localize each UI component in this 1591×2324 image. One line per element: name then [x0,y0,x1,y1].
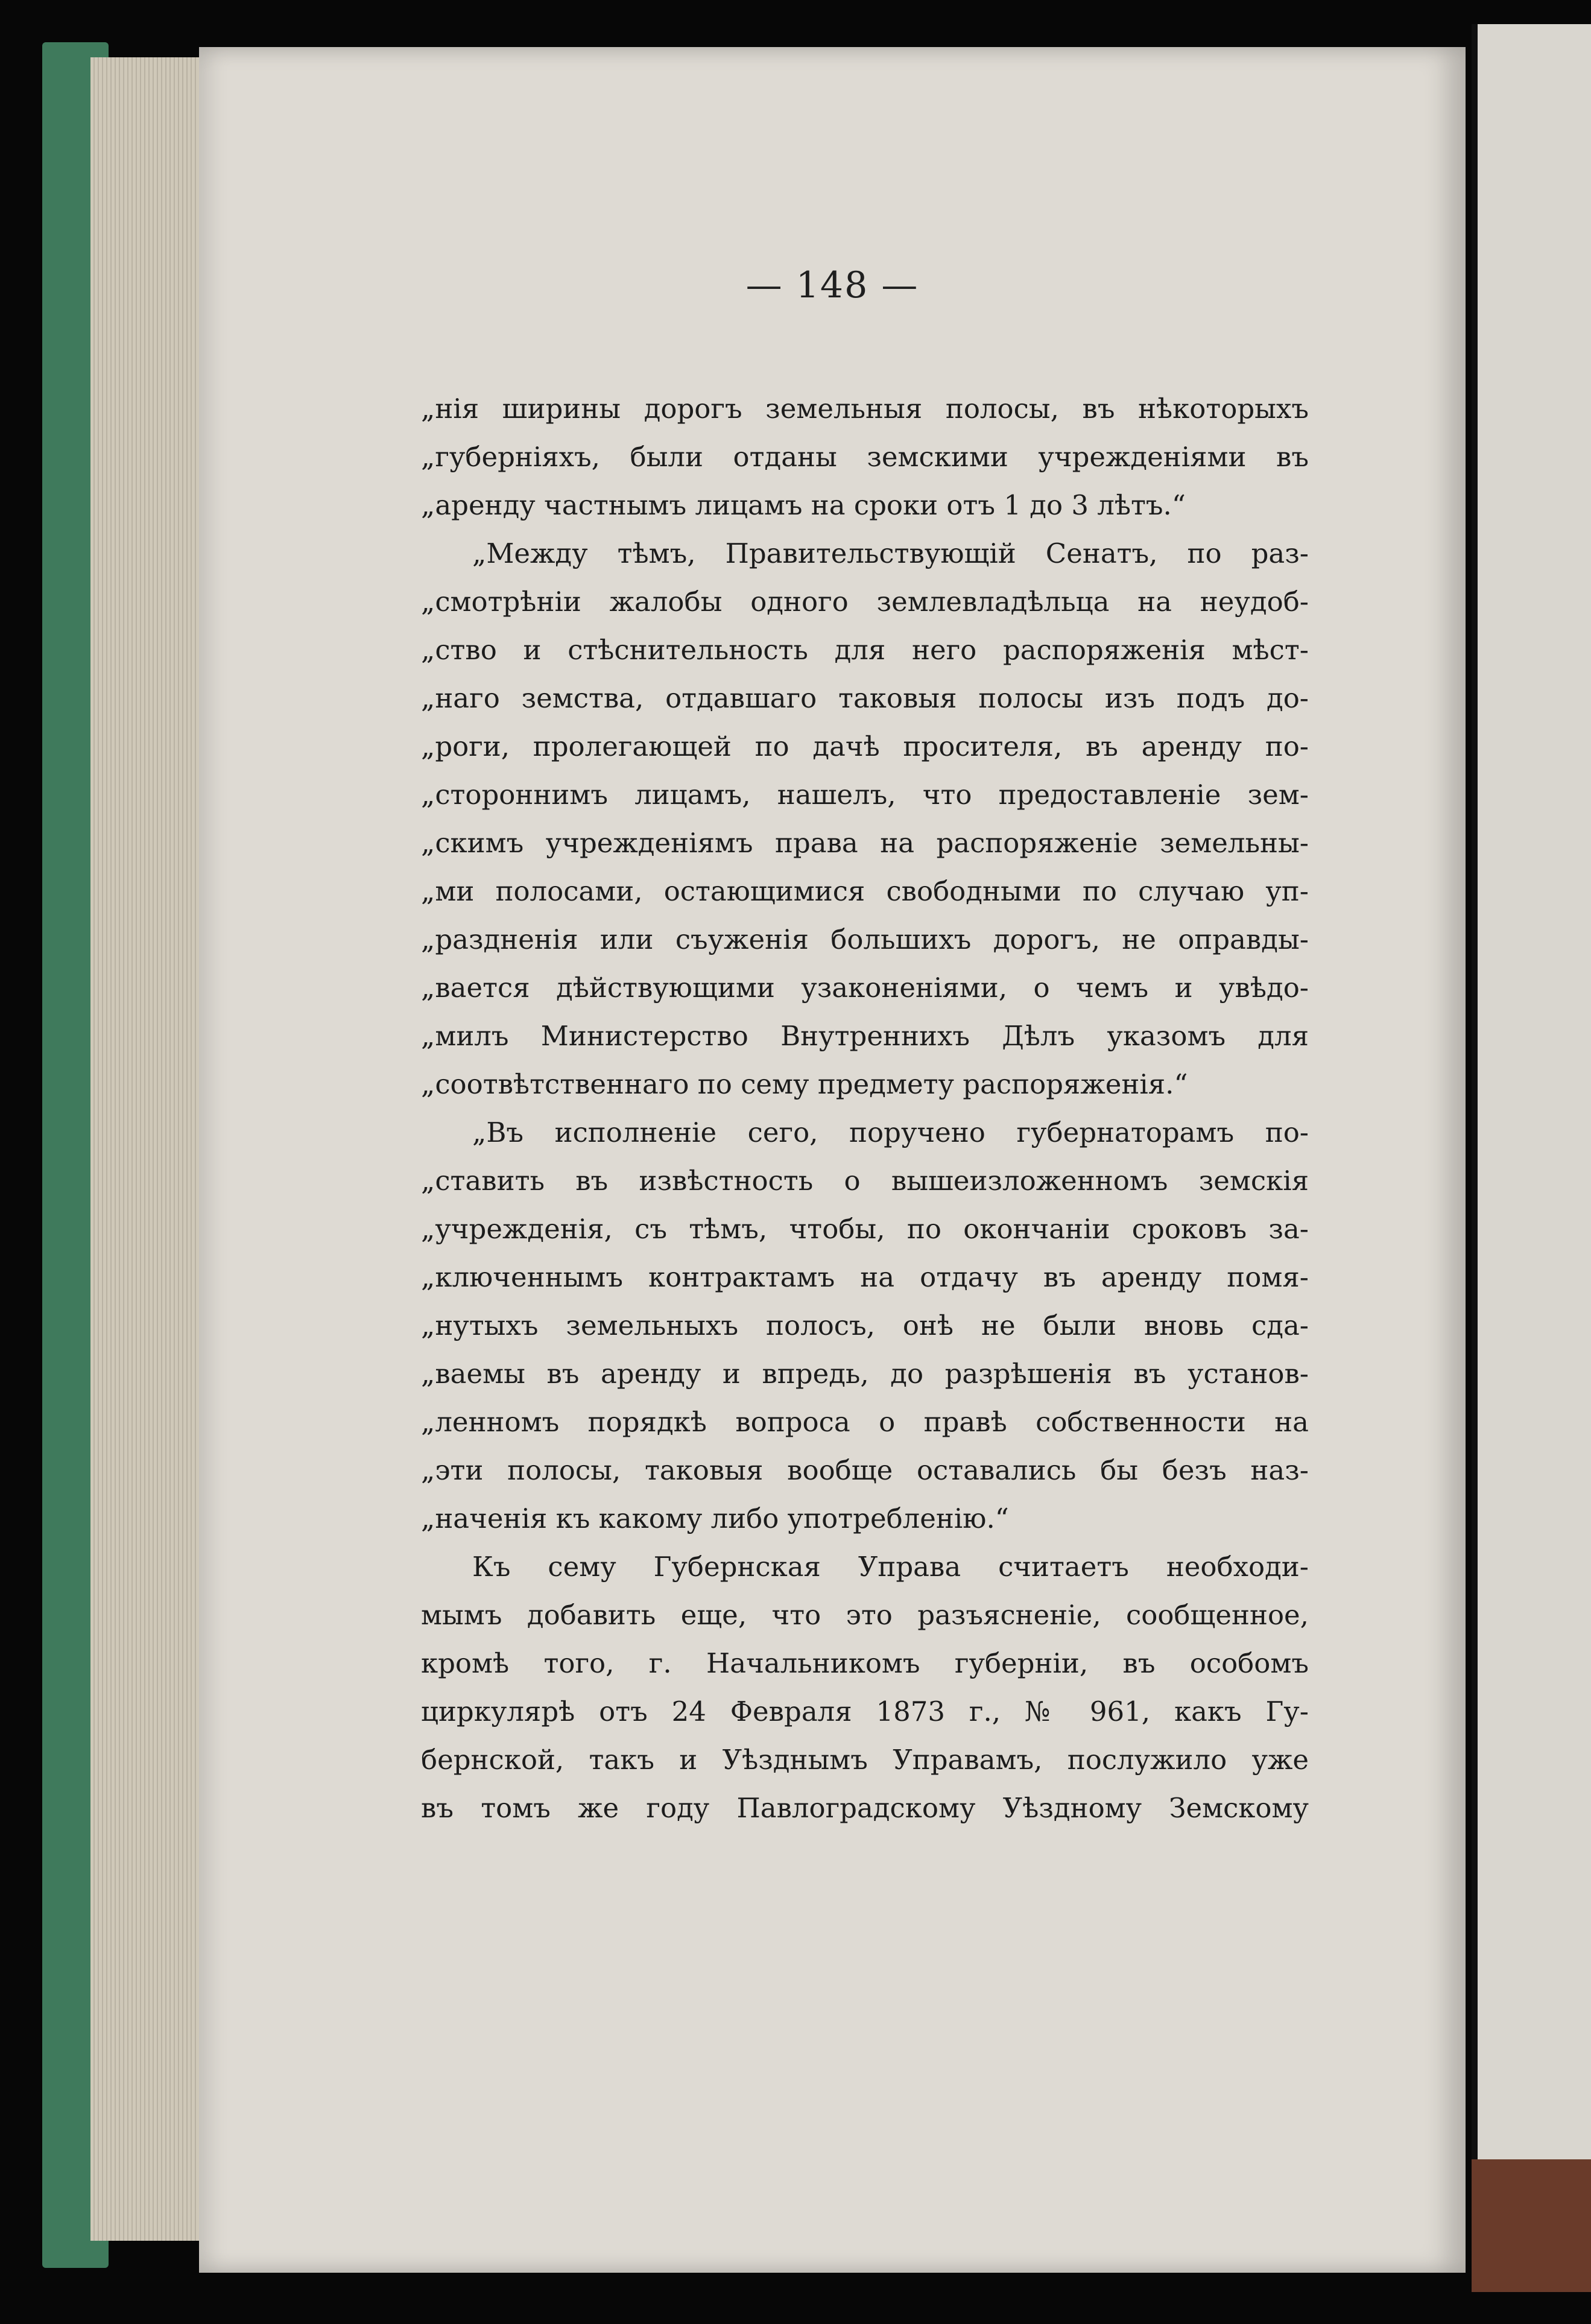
text-line: „ставить въ извѣстность о вышеизложенномъ земскія [421,1165,1309,1197]
text-line: „наго земства, отдавшаго таковыя полосы изъ подъ до- [421,682,1309,714]
text-line: Къ сему Губернская Управа считаетъ необходи- [472,1551,1309,1583]
text-line: „скимъ учрежденіямъ права на распоряженіе земельны- [421,827,1309,859]
text-line: „учрежденія, съ тѣмъ, чтобы, по окончаніи сроковъ за- [421,1213,1309,1245]
text-line: въ томъ же году Павлоградскому Уѣздному Земскому [421,1792,1309,1824]
book-cover-corner [1472,2159,1591,2292]
text-line: „аренду частнымъ лицамъ на сроки отъ 1 до 3 лѣтъ.“ [421,489,1186,521]
text-line: циркулярѣ отъ 24 Февраля 1873 г., № 961, какъ Гу- [421,1696,1309,1727]
text-line: кромѣ того, г. Начальникомъ губерніи, въ особомъ [421,1647,1309,1679]
text-line: „смотрѣніи жалобы одного землевладѣльца на неудоб- [421,586,1309,618]
page-edges [90,57,217,2241]
text-line: „эти полосы, таковыя вообще оставались бы безъ наз- [421,1454,1309,1486]
page-text [421,385,1309,1832]
text-line: „ваемы въ аренду и впредь, до разрѣшенія въ установ- [421,1358,1309,1390]
page-number: — 148 — [745,264,919,306]
text-line: „ство и стѣснительность для него распоряженія мѣст- [421,634,1309,666]
text-line: „нія ширины дорогъ земельныя полосы, въ нѣкоторыхъ [421,393,1309,425]
text-line: „раздненія или съуженія большихъ дорогъ, не оправды- [421,923,1309,955]
text-line: „роги, пролегающей по дачѣ просителя, въ аренду по- [421,730,1309,762]
text-line: „нутыхъ земельныхъ полосъ, онѣ не были вновь сда- [421,1309,1309,1341]
text-line: „Между тѣмъ, Правительствующій Сенатъ, по раз- [472,537,1309,569]
text-line: „ми полосами, остающимися свободными по случаю уп- [421,875,1309,907]
text-line: „милъ Министерство Внутреннихъ Дѣлъ указомъ для [421,1020,1309,1052]
text-line: бернской, такъ и Уѣзднымъ Управамъ, послужило уже [421,1744,1309,1776]
book-page [199,47,1466,2273]
text-line: „вается дѣйствующими узаконеніями, о чемъ и увѣдо- [421,972,1309,1004]
text-line: „соотвѣтственнаго по сему предмету распоряженія.“ [421,1068,1188,1100]
next-page-edge [1472,24,1591,2292]
text-line: „наченія къ какому либо употребленію.“ [421,1502,1009,1534]
text-line: „ключеннымъ контрактамъ на отдачу въ аренду помя- [421,1261,1309,1293]
text-line: „стороннимъ лицамъ, нашелъ, что предоставленіе зем- [421,779,1309,811]
text-line: „Въ исполненіе сего, поручено губернаторамъ по- [472,1116,1309,1148]
text-line: мымъ добавить еще, что это разъясненіе, сообщенное, [421,1599,1309,1631]
text-line: „ленномъ порядкѣ вопроса о правѣ собственности на [421,1406,1309,1438]
text-line: „губерніяхъ, были отданы земскими учрежденіями въ [421,441,1309,473]
